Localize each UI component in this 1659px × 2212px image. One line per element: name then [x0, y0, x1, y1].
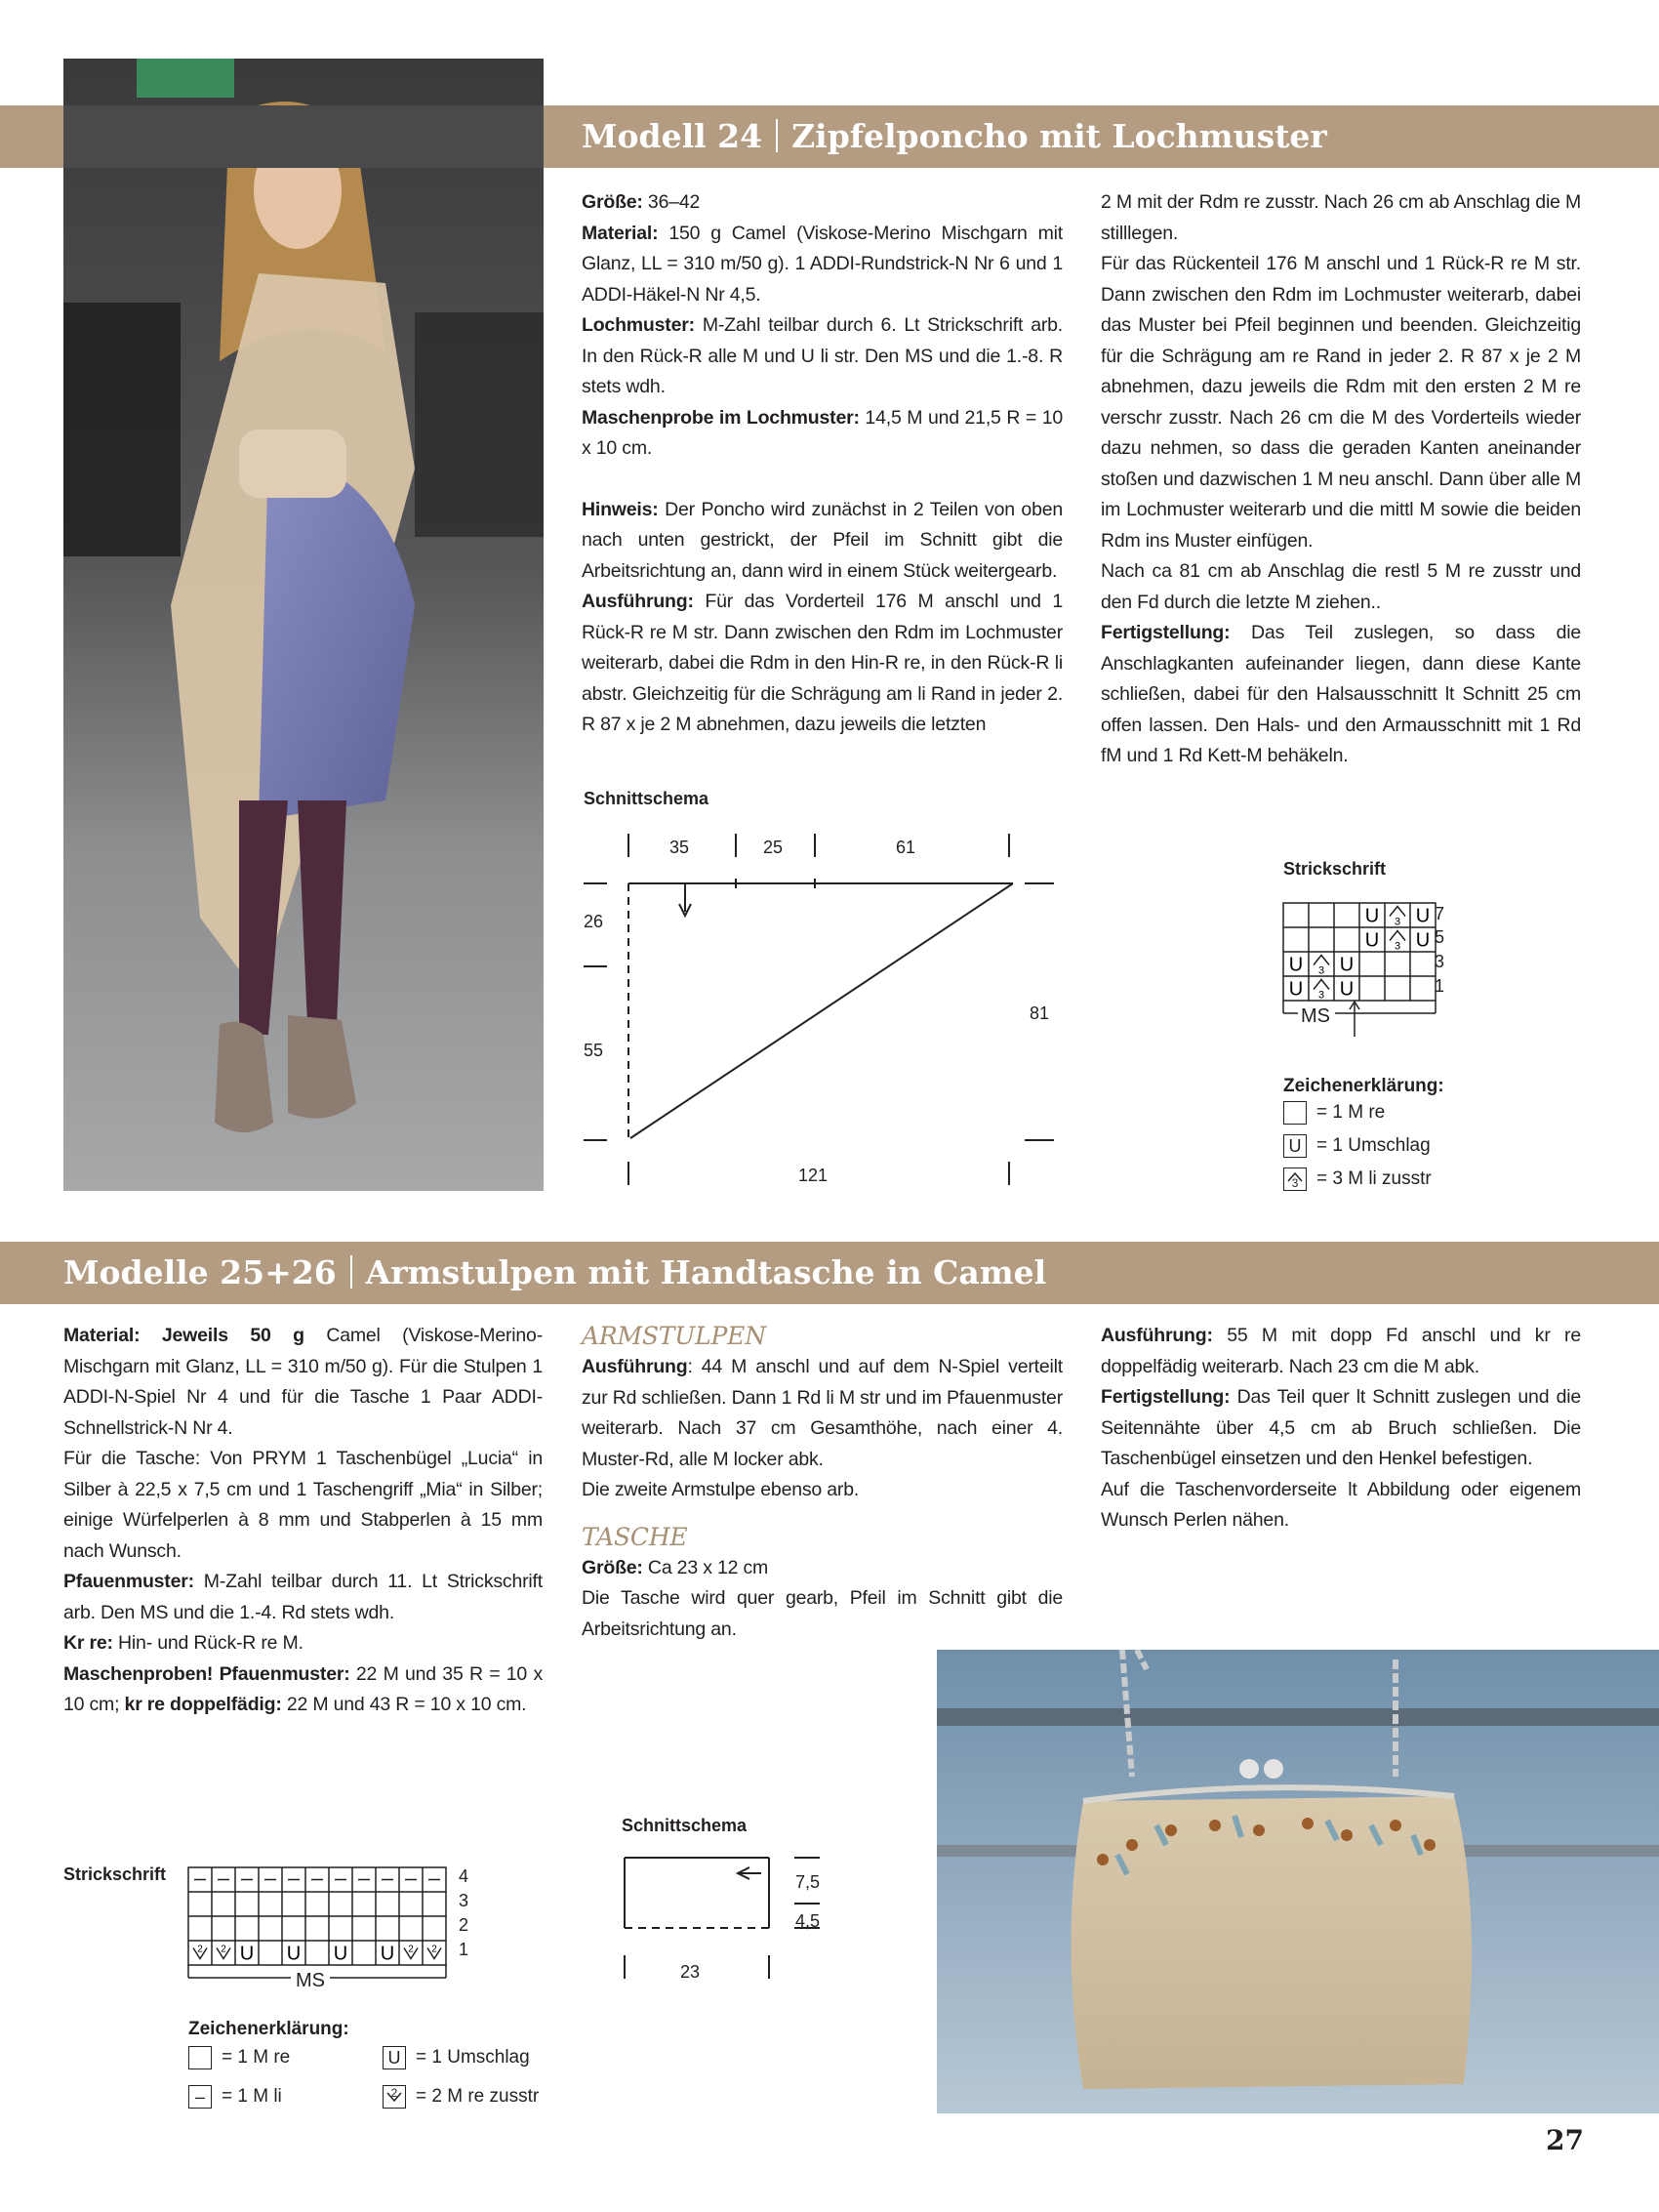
m25-measure-7-5: 7,5: [795, 1872, 821, 1892]
chart-cell-3-together-mark: [1390, 907, 1405, 917]
knit-2-together-symbol-icon: 2: [383, 2085, 406, 2109]
m24-c2-p2: Nach ca 81 cm ab Anschlag die restl 5 M re zusstr und den Fd durch die letzte M ziehen..: [1101, 560, 1581, 613]
m24-measure-81: 81: [1030, 1004, 1050, 1023]
m25-row-3: 3: [459, 1891, 469, 1910]
m24-schema-title: Schnittschema: [584, 789, 709, 808]
chart-cell-yarnover: U: [1415, 929, 1431, 952]
model25-title: [63, 1242, 1046, 1304]
model24-text-col2: [1101, 187, 1581, 772]
m25-arm-p0: Ausführung: 44 M anschl und auf dem N-Spiel verteilt zur Rd schließen. Dann 1 Rd li M str und im Pfauenmuster weiterarb. Nach 37 cm Gesamthöhe, nach einer 4. Muster-Rd, alle M locker abk.: [582, 1356, 1063, 1470]
m25-tasche-p1: Die Tasche wird quer gearb, Pfeil im Schnitt gibt die Arbeitsrichtung an.: [582, 1587, 1063, 1640]
chart-cell-yarnover: U: [333, 1943, 348, 1965]
m25-row-4: 4: [459, 1866, 469, 1886]
knit-symbol-icon: [1283, 1101, 1307, 1125]
chart-cell-3-together: 3: [1394, 916, 1401, 928]
m24-c1-p4: [582, 465, 1063, 495]
model24-title: [582, 105, 1327, 168]
m25-arm-p1: Die zweite Armstulpe ebenso arb.: [582, 1479, 860, 1500]
m25-ms-label: MS: [296, 1970, 325, 1991]
chart-cell-2-together: 2: [221, 1944, 226, 1955]
armstulpen-heading: ARMSTULPEN: [582, 1322, 766, 1350]
m24-measure-55: 55: [584, 1041, 604, 1060]
handbag-photo: [937, 1650, 1659, 2113]
m24-c1-p5: Hinweis: Der Poncho wird zunächst in 2 Teilen von oben nach unten gestrickt, der Pfeil im Schnitt gibt die Arbeitsrichtung an, dann wird in einem Stück weitergearb.: [582, 498, 1063, 582]
chart-cell-yarnover: U: [1364, 929, 1380, 952]
model24-number: Modell 24: [582, 117, 763, 155]
m25-legend-purl: – = 1 M li: [188, 2085, 282, 2109]
m25-legend-yarnover: U = 1 Umschlag: [383, 2046, 530, 2069]
model25-text-col1: [63, 1321, 543, 1721]
chart-cell-3-together: 3: [1317, 989, 1325, 1002]
m25-tasche-p0: Größe: Ca 23 x 12 cm: [582, 1556, 769, 1578]
m24-c2-p3: Fertigstellung: Das Teil zuslegen, so dass die Anschlagkanten aufeinander liegen, dann diese Kante schließen, dabei für den Halsausschnitt lt Schnitt 25 cm offen lassen. Den Hals- und den Armausschnitt mit 1 Rd fM und 1 Rd Kett-M behäkeln.: [1101, 622, 1581, 766]
m24-measure-35: 35: [669, 838, 690, 857]
m25-c1-p3: Kr re: Hin- und Rück-R re M.: [63, 1632, 303, 1654]
chart-cell-yarnover: U: [286, 1943, 302, 1965]
chart-cell-yarnover: U: [1339, 954, 1355, 976]
m24-measure-26: 26: [584, 912, 604, 931]
m25-chart-title: Strickschrift: [63, 1864, 167, 1884]
m24-row-5: 5: [1435, 927, 1445, 947]
yarnover-symbol-icon: U: [1283, 1134, 1307, 1158]
m24-legend-title: Zeichenerklärung:: [1283, 1076, 1444, 1096]
m25-c3-p2: Auf die Taschenvorderseite lt Abbildung oder eigenem Wunsch Perlen nähen.: [1101, 1478, 1581, 1531]
purl-symbol-icon: –: [188, 2085, 212, 2109]
chart-cell-3-together-mark: [1314, 956, 1329, 965]
m24-schema-diagram: [576, 828, 1064, 1199]
m24-measure-121: 121: [798, 1166, 829, 1185]
m24-c1-p2: Lochmuster: M-Zahl teilbar durch 6. Lt Strickschrift arb. In den Rück-R alle M und U li str. Den MS und die 1.-8. R stets wdh.: [582, 314, 1063, 397]
chart-cell-3-together-mark: [1314, 980, 1329, 990]
model24-name: Zipfelponcho mit Lochmuster: [791, 117, 1327, 155]
m24-c2-p0: 2 M mit der Rdm re zusstr. Nach 26 cm ab Anschlag die M stilllegen.: [1101, 191, 1581, 244]
m24-row-1: 1: [1435, 976, 1445, 996]
page-number: 27: [1546, 2124, 1584, 2156]
m24-c1-p3: Maschenprobe im Lochmuster: 14,5 M und 21,5 R = 10 x 10 cm.: [582, 406, 1063, 459]
knit-symbol-icon: [188, 2046, 212, 2069]
m25-legend-title: Zeichenerklärung:: [188, 2019, 349, 2039]
poncho-model-photo: [63, 59, 544, 1191]
purl-3-together-symbol-icon: 3: [1283, 1167, 1307, 1191]
m24-measure-61: 61: [896, 838, 916, 857]
m25-schema-title: Schnittschema: [622, 1816, 748, 1835]
poncho-photo-overlap: [63, 105, 544, 168]
m24-legend-knit: = 1 M re: [1283, 1101, 1385, 1125]
m25-c1-p1: Für die Tasche: Von PRYM 1 Taschenbügel „Lucia“ in Silber à 22,5 x 7,5 cm und 1 Taschengriff „Mia“ in Silber; einige Würfelperlen à 8 mm und Stabperlen à 15 mm nach Wunsch.: [63, 1448, 543, 1562]
m25-measure-23: 23: [680, 1962, 701, 1982]
m24-row-7: 7: [1435, 904, 1445, 923]
m24-c2-p1: Für das Rückenteil 176 M anschl und 1 Rück-R re M str. Dann zwischen den Rdm im Lochmuster weiterarb, dabei das Muster bei Pfeil beginnen und beenden. Gleichzeitig für die Schrägung am re Rand in jeder 2. R 87 x je 2 M abnehmen, dazu jeweils die Rdm mit den ersten 2 M re verschr zusstr. Nach 26 cm die M des Vorderteils wieder dazu nehmen, so dass die geraden Kanten aneinander stoßen und dazwischen 1 M neu anschl. Dann über alle M im Lochmuster weiterarb und die mittl M sowie die beiden Rdm ins Muster einfügen.: [1101, 253, 1581, 552]
chart-cell-2-together: 2: [408, 1944, 414, 1955]
chart-cell-yarnover: U: [1415, 905, 1431, 927]
model25-name: Armstulpen mit Handtasche in Camel: [365, 1253, 1047, 1291]
m25-row-2: 2: [459, 1915, 469, 1935]
m24-c1-p1: Material: 150 g Camel (Viskose-Merino Mischgarn mit Glanz, LL = 310 m/50 g). 1 ADDI-Rundstrick-N Nr 6 und 1 ADDI-Häkel-N Nr 4,5.: [582, 222, 1063, 306]
m25-row-1: 1: [459, 1940, 469, 1959]
m24-chart-title: Strickschrift: [1283, 859, 1387, 879]
m25-c3-p1: Fertigstellung: Das Teil quer lt Schnitt zuslegen und die Seitennähte über 4,5 cm ab Bruch schließen. Die Taschenbügel einsetzen und den Henkel befestigen.: [1101, 1386, 1581, 1469]
m25-measure-4-5: 4,5: [795, 1911, 821, 1931]
m25-c3-p0: Ausführung: 55 M mit dopp Fd anschl und kr re doppelfädig weiterarb. Nach 23 cm die M abk.: [1101, 1325, 1581, 1377]
m25-legend-knit: = 1 M re: [188, 2046, 290, 2069]
m24-c1-p6: Ausführung: Für das Vorderteil 176 M anschl und 1 Rück-R re M str. Dann zwischen den Rdm im Lochmuster weiterarb, dabei die Rdm in den Hin-R re, in den Rück-R li abstr. Gleichzeitig für die Schrägung am li Rand in jeder 2. R 87 x je 2 M abnehmen, dazu jeweils die letzten: [582, 591, 1063, 735]
model25-number: Modelle 25+26: [63, 1253, 337, 1291]
m24-legend-3-together: 3 = 3 M li zusstr: [1283, 1167, 1432, 1191]
chart-cell-3-together: 3: [1317, 964, 1325, 977]
chart-cell-yarnover: U: [1288, 954, 1304, 976]
model25-text-col3: [1101, 1321, 1581, 1536]
chart-cell-3-together-mark: [1390, 931, 1405, 941]
model24-text-col1: [582, 187, 1063, 741]
m25-c1-p2: Pfauenmuster: M-Zahl teilbar durch 11. Lt Strickschrift arb. Den MS und die 1.-4. Rd stets wdh.: [63, 1571, 543, 1623]
chart-cell-yarnover: U: [1364, 905, 1380, 927]
chart-cell-yarnover: U: [1288, 978, 1304, 1001]
chart-cell-2-together: 2: [431, 1944, 437, 1955]
chart-cell-2-together: 2: [197, 1944, 203, 1955]
m24-legend-yarnover: U = 1 Umschlag: [1283, 1134, 1431, 1158]
chart-cell-yarnover: U: [1339, 978, 1355, 1001]
m24-row-3: 3: [1435, 952, 1445, 971]
m24-ms-label: MS: [1301, 1005, 1330, 1027]
model25-text-col2: [582, 1321, 1063, 1645]
m25-spacer: [582, 1506, 1063, 1522]
chart-cell-yarnover: U: [239, 1943, 255, 1965]
m25-c1-p0: Material: Jeweils 50 g Camel (Viskose-Merino-Mischgarn mit Glanz, LL = 310 m/50 g). Für die Stulpen 1 ADDI-N-Spiel Nr 4 und für die Tasche 1 Paar ADDI-Schnellstrick-N Nr 4.: [63, 1325, 543, 1439]
m25-c1-p4: Maschenproben! Pfauenmuster: 22 M und 35 R = 10 x 10 cm; kr re doppelfädig: 22 M und 43 R = 10 x 10 cm.: [63, 1662, 543, 1715]
yarnover-symbol-icon: U: [383, 2046, 406, 2069]
m24-measure-25: 25: [763, 838, 784, 857]
m24-c1-p0: Größe: 36–42: [582, 191, 701, 213]
m25-legend-2-together: 2 = 2 M re zusstr: [383, 2085, 539, 2109]
chart-cell-3-together: 3: [1394, 940, 1401, 953]
tasche-heading: TASCHE: [582, 1522, 688, 1551]
chart-cell-yarnover: U: [380, 1943, 395, 1965]
